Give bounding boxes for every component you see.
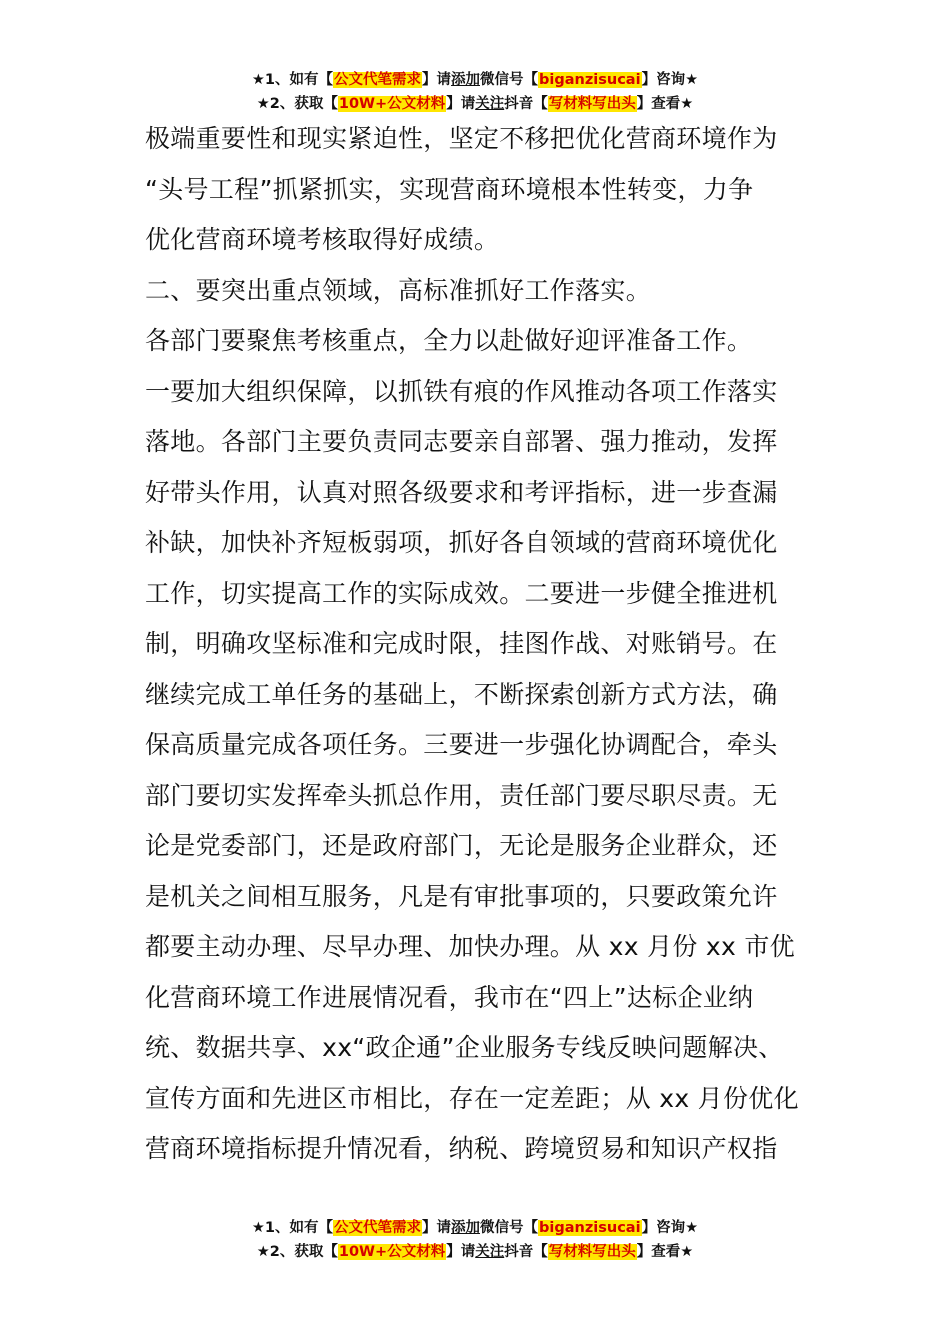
highlight-materials: 10W+公文材料 bbox=[338, 1244, 446, 1260]
body-line: 继续完成工单任务的基础上，不断探索创新方式方法，确 bbox=[145, 679, 778, 709]
body-line: 一要加大组织保障，以抓铁有痕的作风推动各项工作落实 bbox=[145, 376, 778, 406]
body-line: 制，明确攻坚标准和完成时限，挂图作战、对账销号。在 bbox=[145, 629, 778, 658]
header-promo-banner bbox=[0, 68, 950, 116]
body-line: 是机关之间相互服务，凡是有审批事项的，只要政策允许 bbox=[145, 881, 778, 911]
body-line: 营商环境指标提升情况看，纳税、跨境贸易和知识产权指 bbox=[145, 1134, 778, 1163]
footer-promo-banner bbox=[0, 1216, 950, 1264]
body-line: 各部门要聚焦考核重点，全力以赴做好迎评准备工作。 bbox=[145, 326, 753, 355]
highlight-wechat-id: biganzisucai bbox=[539, 72, 641, 88]
body-line: 都要主动办理、尽早办理、加快办理。从 xx 月份 xx 市优 bbox=[145, 932, 795, 961]
document-body bbox=[145, 114, 815, 1175]
highlight-wechat-id: biganzisucai bbox=[539, 1220, 641, 1236]
body-line: 工作，切实提高工作的实际成效。二要进一步健全推进机 bbox=[145, 578, 778, 608]
promo-line-1: ★1、如有【公文代笔需求】请添加微信号【biganzisucai】咨询★ bbox=[251, 72, 699, 88]
body-line: 化营商环境工作进展情况看，我市在“四上”达标企业纳 bbox=[145, 982, 754, 1012]
highlight-service: 公文代笔需求 bbox=[334, 1220, 422, 1236]
body-line: 部门要切实发挥牵头抓总作用，责任部门要尽职尽责。无 bbox=[145, 780, 778, 810]
body-line: 补缺，加快补齐短板弱项，抓好各自领域的营商环境优化 bbox=[145, 528, 778, 557]
body-line: 落地。各部门主要负责同志要亲自部署、强力推动，发挥 bbox=[145, 427, 778, 456]
body-line: “头号工程”抓紧抓实，实现营商环境根本性转变，力争 bbox=[145, 174, 754, 204]
promo-line-1: ★1、如有【公文代笔需求】请添加微信号【biganzisucai】咨询★ bbox=[251, 1220, 699, 1236]
highlight-materials: 10W+公文材料 bbox=[338, 96, 446, 112]
body-line: 优化营商环境考核取得好成绩。 bbox=[145, 225, 500, 254]
highlight-service: 公文代笔需求 bbox=[334, 72, 422, 88]
body-line: 统、数据共享、xx“政企通”企业服务专线反映问题解决、 bbox=[145, 1033, 784, 1062]
highlight-douyin-account: 写材料写出头 bbox=[548, 1244, 636, 1260]
body-line: 论是党委部门，还是政府部门，无论是服务企业群众，还 bbox=[145, 831, 778, 860]
body-line: 好带头作用，认真对照各级要求和考评指标，进一步查漏 bbox=[145, 477, 778, 507]
body-line: 极端重要性和现实紧迫性，坚定不移把优化营商环境作为 bbox=[145, 124, 778, 153]
promo-line-2: ★2、获取【10W+公文材料】请关注抖音【写材料写出头】查看★ bbox=[256, 1244, 694, 1260]
body-line: 保高质量完成各项任务。三要进一步强化协调配合，牵头 bbox=[145, 730, 778, 759]
body-line: 宣传方面和先进区市相比，存在一定差距；从 xx 月份优化 bbox=[145, 1083, 799, 1113]
highlight-douyin-account: 写材料写出头 bbox=[548, 96, 636, 112]
section-heading: 二、要突出重点领域，高标准抓好工作落实。 bbox=[145, 275, 652, 305]
promo-line-2: ★2、获取【10W+公文材料】请关注抖音【写材料写出头】查看★ bbox=[256, 96, 694, 112]
